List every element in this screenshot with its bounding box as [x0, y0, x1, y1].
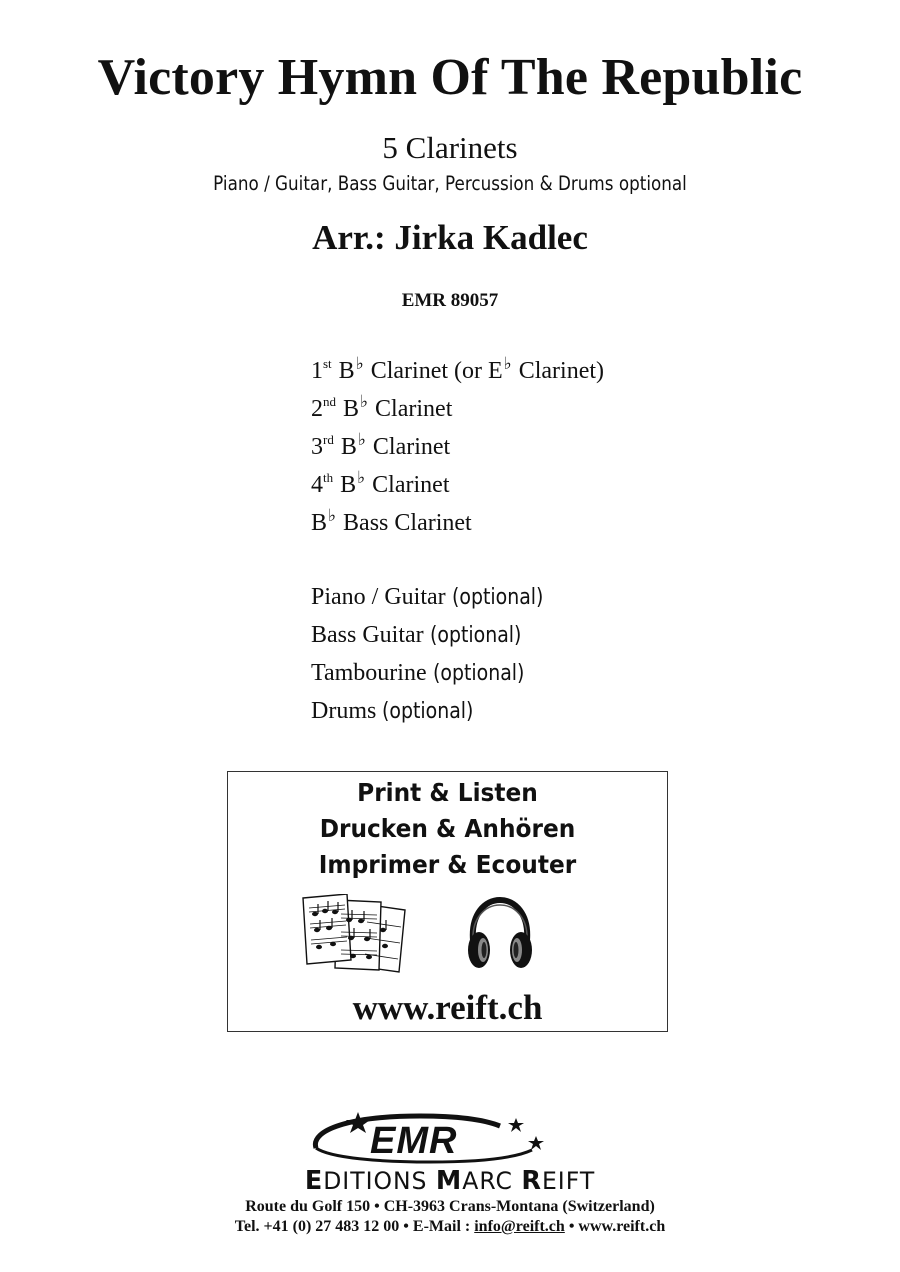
- flat-sign: ♭: [328, 506, 337, 525]
- print-listen-box: [227, 771, 668, 1032]
- optional-instruments-line: Piano / Guitar, Bass Guitar, Percussion & Drums optional: [213, 172, 687, 195]
- part-item: 2nd B♭ Clarinet: [311, 392, 453, 422]
- optional-part-item: Drums (optional): [311, 698, 474, 724]
- subtitle: 5 Clarinets: [382, 130, 518, 165]
- promo-line-english: Print & Listen: [357, 778, 538, 807]
- sheet-music-icon: [301, 894, 413, 976]
- instrument-part-list: [311, 352, 604, 542]
- optional-part-item: Bass Guitar (optional): [311, 622, 522, 648]
- promo-website-url[interactable]: www.reift.ch: [352, 988, 543, 1027]
- optional-part-item: Piano / Guitar (optional): [311, 584, 544, 610]
- part-item: 1st B♭ Clarinet (or E♭ Clarinet): [311, 354, 605, 384]
- optional-part-item: Tambourine (optional): [311, 660, 525, 686]
- promo-line-french: Imprimer & Ecouter: [318, 850, 577, 879]
- flat-sign: ♭: [357, 468, 366, 487]
- email-link[interactable]: info@reift.ch: [474, 1218, 565, 1235]
- emr-logo-text: EMR: [370, 1120, 458, 1162]
- page-title: Victory Hymn Of The Republic: [97, 49, 803, 106]
- promo-line-german: Drucken & Anhören: [319, 814, 576, 843]
- part-item: 4th B♭ Clarinet: [311, 468, 450, 498]
- flat-sign: ♭: [503, 354, 512, 373]
- website-link[interactable]: • www.reift.ch: [564, 1218, 666, 1235]
- catalog-number: EMR 89057: [401, 290, 499, 311]
- flat-sign: ♭: [355, 354, 364, 373]
- flat-sign: ♭: [360, 392, 369, 411]
- headphones-icon: [465, 894, 535, 974]
- publisher-address: Route du Golf 150 • CH-3963 Crans-Montana (Switzerland): [245, 1198, 655, 1215]
- part-item: B♭ Bass Clarinet: [311, 506, 472, 536]
- arranger: Arr.: Jirka Kadlec: [312, 218, 588, 257]
- emr-logo: [310, 1108, 550, 1168]
- publisher-name: EDITIONS MARC REIFT: [304, 1166, 596, 1196]
- part-item: 3rd B♭ Clarinet: [311, 430, 451, 460]
- optional-part-list: [311, 578, 558, 730]
- flat-sign: ♭: [357, 430, 366, 449]
- publisher-contact: Tel. +41 (0) 27 483 12 00 • E-Mail : info@reift.ch • www.reift.ch: [234, 1218, 666, 1235]
